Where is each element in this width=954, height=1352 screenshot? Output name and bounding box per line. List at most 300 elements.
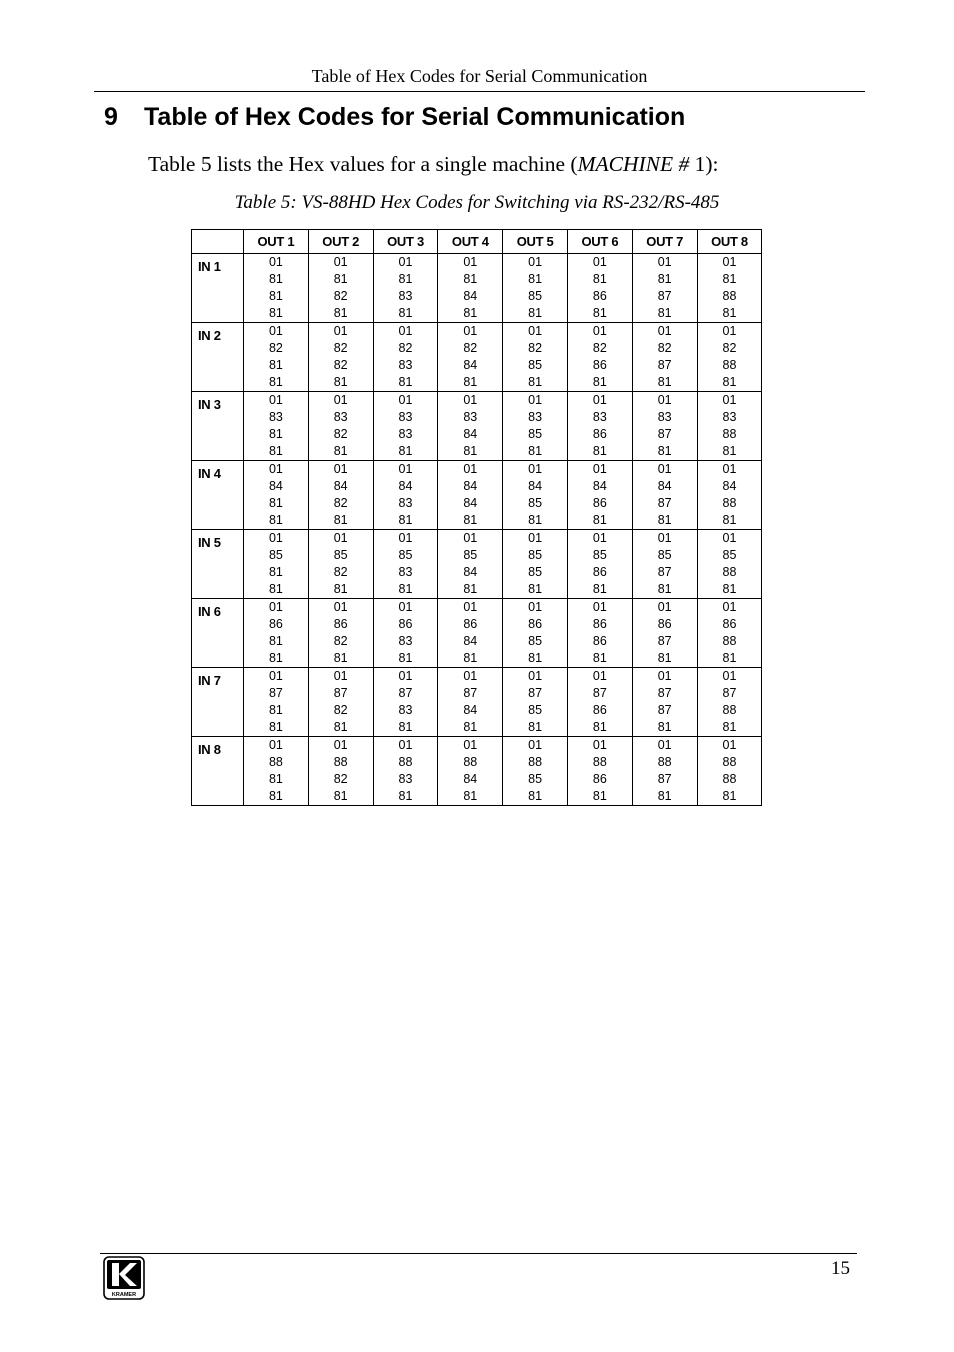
- hex-code-cell: [373, 461, 438, 530]
- hex-byte: 88: [722, 772, 737, 786]
- hex-byte: 85: [722, 548, 737, 562]
- hex-byte: 01: [398, 324, 413, 338]
- hex-byte: 87: [657, 686, 672, 700]
- hex-code-cell: [438, 599, 503, 668]
- hex-byte: 87: [657, 496, 672, 510]
- hex-byte: 81: [463, 306, 478, 320]
- hex-byte: 01: [463, 462, 478, 476]
- hex-code-cell: [632, 254, 697, 323]
- hex-byte: 81: [398, 789, 413, 803]
- hex-byte: 88: [722, 496, 737, 510]
- hex-byte: 01: [722, 738, 737, 752]
- hex-byte: 84: [268, 479, 283, 493]
- hex-byte: 01: [592, 324, 607, 338]
- hex-code-cell: [308, 599, 373, 668]
- hex-byte: 01: [592, 738, 607, 752]
- hex-byte: 81: [463, 375, 478, 389]
- hex-byte: 85: [528, 634, 543, 648]
- hex-byte: 01: [268, 255, 283, 269]
- table-row: [192, 461, 762, 530]
- hex-code-cell: [373, 530, 438, 599]
- hex-code-cell: [697, 392, 762, 461]
- hex-byte: 01: [592, 531, 607, 545]
- column-header: OUT 2: [308, 230, 373, 254]
- hex-byte: 82: [722, 341, 737, 355]
- hex-byte: 87: [657, 634, 672, 648]
- hex-byte: 84: [333, 479, 348, 493]
- hex-byte: 86: [592, 496, 607, 510]
- hex-byte: 81: [333, 582, 348, 596]
- hex-byte: 81: [722, 720, 737, 734]
- hex-byte: 84: [463, 427, 478, 441]
- hex-byte: 01: [333, 738, 348, 752]
- hex-code-cell: [697, 599, 762, 668]
- hex-byte: 81: [528, 444, 543, 458]
- hex-byte: 85: [528, 703, 543, 717]
- hex-byte: 01: [528, 531, 543, 545]
- hex-byte: 81: [333, 306, 348, 320]
- hex-byte: 83: [398, 565, 413, 579]
- hex-byte: 01: [592, 255, 607, 269]
- hex-byte: 88: [657, 755, 672, 769]
- hex-byte: 82: [268, 341, 283, 355]
- hex-code-cell: [308, 530, 373, 599]
- hex-byte: 86: [592, 634, 607, 648]
- hex-byte: 81: [398, 651, 413, 665]
- hex-byte: 81: [528, 582, 543, 596]
- hex-code-cell: [697, 461, 762, 530]
- hex-byte: 01: [398, 255, 413, 269]
- hex-byte: 81: [592, 651, 607, 665]
- hex-code-cell: [373, 599, 438, 668]
- hex-byte: 81: [333, 720, 348, 734]
- hex-byte: 85: [528, 289, 543, 303]
- hex-byte: 81: [657, 306, 672, 320]
- hex-byte: 83: [268, 410, 283, 424]
- hex-byte: 81: [268, 772, 283, 786]
- hex-byte: 01: [722, 255, 737, 269]
- hex-byte: 81: [268, 513, 283, 527]
- hex-byte: 86: [592, 289, 607, 303]
- hex-byte: 84: [722, 479, 737, 493]
- hex-byte: 81: [333, 651, 348, 665]
- section-number: 9: [104, 103, 118, 131]
- hex-byte: 86: [722, 617, 737, 631]
- hex-byte: 01: [722, 531, 737, 545]
- hex-byte: 01: [657, 531, 672, 545]
- hex-byte: 87: [657, 289, 672, 303]
- hex-byte: 01: [463, 255, 478, 269]
- hex-byte: 01: [398, 393, 413, 407]
- hex-byte: 81: [268, 703, 283, 717]
- hex-byte: 85: [528, 565, 543, 579]
- hex-code-cell: [632, 599, 697, 668]
- hex-byte: 88: [463, 755, 478, 769]
- hex-code-cell: [244, 323, 309, 392]
- hex-code-cell: [697, 530, 762, 599]
- hex-byte: 87: [592, 686, 607, 700]
- hex-code-cell: [697, 254, 762, 323]
- hex-byte: 81: [398, 444, 413, 458]
- column-header: OUT 5: [503, 230, 568, 254]
- column-header: OUT 4: [438, 230, 503, 254]
- hex-byte: 88: [722, 565, 737, 579]
- hex-byte: 81: [398, 272, 413, 286]
- hex-code-cell: [567, 599, 632, 668]
- hex-byte: 86: [592, 617, 607, 631]
- table-caption: Table 5: VS-88HD Hex Codes for Switching via RS-232/RS-485: [234, 192, 720, 213]
- hex-byte: 83: [398, 634, 413, 648]
- hex-byte: 84: [398, 479, 413, 493]
- hex-byte: 81: [592, 375, 607, 389]
- row-header: IN 5: [192, 530, 244, 599]
- corner-cell: [192, 230, 244, 254]
- hex-byte: 01: [268, 324, 283, 338]
- hex-byte: 81: [657, 444, 672, 458]
- hex-byte: 01: [657, 393, 672, 407]
- hex-byte: 83: [398, 703, 413, 717]
- hex-byte: 85: [268, 548, 283, 562]
- hex-byte: 84: [463, 289, 478, 303]
- hex-code-cell: [244, 668, 309, 737]
- hex-byte: 88: [722, 634, 737, 648]
- hex-byte: 81: [592, 789, 607, 803]
- hex-code-cell: [373, 737, 438, 806]
- hex-code-cell: [503, 254, 568, 323]
- hex-code-cell: [438, 530, 503, 599]
- section-title-text: Table of Hex Codes for Serial Communication: [144, 103, 686, 131]
- hex-byte: 01: [592, 669, 607, 683]
- hex-byte: 01: [528, 255, 543, 269]
- hex-byte: 83: [722, 410, 737, 424]
- hex-byte: 81: [528, 272, 543, 286]
- hex-byte: 81: [268, 375, 283, 389]
- hex-code-cell: [697, 737, 762, 806]
- hex-byte: 82: [463, 341, 478, 355]
- hex-byte: 81: [592, 272, 607, 286]
- hex-byte: 88: [722, 755, 737, 769]
- row-header: IN 2: [192, 323, 244, 392]
- hex-byte: 87: [657, 427, 672, 441]
- hex-byte: 83: [528, 410, 543, 424]
- hex-byte: 86: [333, 617, 348, 631]
- hex-byte: 86: [592, 703, 607, 717]
- hex-byte: 01: [398, 531, 413, 545]
- hex-byte: 81: [463, 789, 478, 803]
- hex-byte: 01: [722, 393, 737, 407]
- column-header: OUT 1: [244, 230, 309, 254]
- hex-byte: 84: [463, 479, 478, 493]
- hex-code-cell: [503, 530, 568, 599]
- hex-byte: 85: [528, 548, 543, 562]
- hex-code-cell: [308, 461, 373, 530]
- hex-byte: 81: [268, 634, 283, 648]
- hex-byte: 84: [463, 358, 478, 372]
- hex-byte: 01: [528, 324, 543, 338]
- hex-codes-table: [191, 229, 762, 806]
- kramer-logo-icon: [103, 1256, 145, 1300]
- hex-byte: 87: [657, 358, 672, 372]
- hex-byte: 01: [268, 600, 283, 614]
- hex-byte: 01: [333, 669, 348, 683]
- hex-byte: 86: [592, 358, 607, 372]
- hex-code-cell: [244, 599, 309, 668]
- hex-byte: 81: [657, 720, 672, 734]
- hex-code-cell: [244, 254, 309, 323]
- hex-byte: 81: [463, 272, 478, 286]
- hex-byte: 81: [657, 513, 672, 527]
- table-row: [192, 668, 762, 737]
- hex-byte: 81: [268, 306, 283, 320]
- hex-byte: 81: [268, 358, 283, 372]
- hex-byte: 01: [333, 324, 348, 338]
- hex-byte: 01: [463, 531, 478, 545]
- hex-byte: 81: [657, 375, 672, 389]
- hex-code-cell: [373, 254, 438, 323]
- hex-byte: 01: [722, 324, 737, 338]
- row-header: IN 3: [192, 392, 244, 461]
- hex-byte: 01: [333, 531, 348, 545]
- hex-byte: 81: [268, 272, 283, 286]
- hex-byte: 01: [463, 669, 478, 683]
- column-header: OUT 7: [632, 230, 697, 254]
- hex-byte: 88: [398, 755, 413, 769]
- table-row: [192, 392, 762, 461]
- hex-byte: 81: [463, 651, 478, 665]
- hex-byte: 01: [398, 669, 413, 683]
- hex-byte: 01: [657, 462, 672, 476]
- hex-byte: 81: [398, 375, 413, 389]
- hex-byte: 81: [722, 789, 737, 803]
- hex-byte: 81: [528, 789, 543, 803]
- hex-byte: 82: [333, 427, 348, 441]
- hex-byte: 86: [268, 617, 283, 631]
- hex-code-cell: [632, 323, 697, 392]
- hex-byte: 84: [463, 703, 478, 717]
- hex-byte: 83: [333, 410, 348, 424]
- hex-code-cell: [567, 323, 632, 392]
- hex-byte: 01: [592, 462, 607, 476]
- hex-byte: 83: [398, 410, 413, 424]
- hex-byte: 81: [268, 720, 283, 734]
- table-row: [192, 323, 762, 392]
- hex-byte: 01: [268, 669, 283, 683]
- hex-byte: 84: [592, 479, 607, 493]
- hex-byte: 83: [657, 410, 672, 424]
- hex-byte: 81: [463, 513, 478, 527]
- hex-code-cell: [503, 392, 568, 461]
- hex-byte: 81: [333, 444, 348, 458]
- hex-byte: 01: [528, 738, 543, 752]
- hex-byte: 88: [722, 427, 737, 441]
- hex-byte: 01: [463, 393, 478, 407]
- hex-byte: 81: [268, 444, 283, 458]
- hex-byte: 87: [722, 686, 737, 700]
- hex-byte: 85: [528, 496, 543, 510]
- hex-byte: 83: [463, 410, 478, 424]
- row-header: IN 6: [192, 599, 244, 668]
- hex-byte: 88: [333, 755, 348, 769]
- hex-byte: 87: [657, 565, 672, 579]
- hex-byte: 86: [657, 617, 672, 631]
- hex-byte: 86: [463, 617, 478, 631]
- hex-byte: 01: [722, 462, 737, 476]
- hex-byte: 82: [528, 341, 543, 355]
- hex-byte: 81: [528, 513, 543, 527]
- hex-code-cell: [308, 392, 373, 461]
- hex-byte: 81: [592, 513, 607, 527]
- hex-byte: 81: [592, 306, 607, 320]
- hex-byte: 01: [528, 669, 543, 683]
- hex-code-cell: [438, 461, 503, 530]
- hex-byte: 84: [463, 565, 478, 579]
- hex-byte: 82: [398, 341, 413, 355]
- hex-byte: 01: [528, 600, 543, 614]
- hex-byte: 01: [333, 600, 348, 614]
- hex-byte: 82: [333, 565, 348, 579]
- table-row: [192, 599, 762, 668]
- hex-byte: 82: [333, 634, 348, 648]
- hex-byte: 01: [528, 393, 543, 407]
- hex-byte: 86: [592, 427, 607, 441]
- row-header: IN 8: [192, 737, 244, 806]
- hex-byte: 88: [592, 755, 607, 769]
- hex-byte: 85: [528, 772, 543, 786]
- hex-code-cell: [503, 599, 568, 668]
- hex-byte: 84: [463, 496, 478, 510]
- hex-byte: 82: [333, 703, 348, 717]
- hex-byte: 87: [333, 686, 348, 700]
- hex-byte: 87: [657, 772, 672, 786]
- hex-code-cell: [438, 668, 503, 737]
- hex-byte: 85: [398, 548, 413, 562]
- hex-byte: 85: [657, 548, 672, 562]
- hex-byte: 81: [722, 444, 737, 458]
- hex-code-cell: [308, 254, 373, 323]
- hex-byte: 01: [657, 669, 672, 683]
- hex-byte: 85: [333, 548, 348, 562]
- hex-byte: 01: [333, 393, 348, 407]
- hex-byte: 01: [463, 600, 478, 614]
- hex-byte: 83: [398, 427, 413, 441]
- hex-code-cell: [438, 323, 503, 392]
- hex-byte: 85: [463, 548, 478, 562]
- hex-byte: 81: [398, 306, 413, 320]
- intro-text-after: 1):: [689, 152, 719, 176]
- section-title: [104, 100, 685, 134]
- hex-code-cell: [308, 737, 373, 806]
- hex-code-cell: [438, 254, 503, 323]
- table-row: [192, 530, 762, 599]
- hex-code-cell: [567, 254, 632, 323]
- table-row: [192, 254, 762, 323]
- row-header: IN 1: [192, 254, 244, 323]
- hex-byte: 84: [528, 479, 543, 493]
- hex-code-cell: [503, 323, 568, 392]
- hex-byte: 83: [398, 358, 413, 372]
- hex-byte: 82: [657, 341, 672, 355]
- hex-code-cell: [244, 461, 309, 530]
- hex-byte: 84: [657, 479, 672, 493]
- hex-byte: 01: [722, 600, 737, 614]
- hex-byte: 88: [722, 289, 737, 303]
- hex-byte: 01: [657, 255, 672, 269]
- hex-code-cell: [244, 737, 309, 806]
- hex-byte: 81: [398, 513, 413, 527]
- intro-text-emphasis: MACHINE #: [577, 152, 690, 176]
- hex-byte: 81: [657, 651, 672, 665]
- hex-code-cell: [438, 392, 503, 461]
- hex-byte: 81: [657, 582, 672, 596]
- hex-byte: 81: [722, 582, 737, 596]
- hex-byte: 88: [722, 358, 737, 372]
- hex-code-cell: [244, 530, 309, 599]
- hex-byte: 81: [722, 306, 737, 320]
- hex-byte: 82: [333, 341, 348, 355]
- table-header-row: [192, 230, 762, 254]
- hex-byte: 81: [722, 651, 737, 665]
- hex-code-cell: [632, 737, 697, 806]
- hex-byte: 81: [528, 306, 543, 320]
- hex-byte: 86: [592, 565, 607, 579]
- hex-byte: 83: [592, 410, 607, 424]
- hex-code-cell: [567, 530, 632, 599]
- hex-byte: 82: [592, 341, 607, 355]
- hex-byte: 81: [463, 582, 478, 596]
- hex-byte: 81: [463, 444, 478, 458]
- hex-byte: 83: [398, 289, 413, 303]
- hex-byte: 01: [657, 324, 672, 338]
- hex-byte: 01: [268, 531, 283, 545]
- hex-byte: 87: [657, 703, 672, 717]
- hex-byte: 81: [463, 720, 478, 734]
- hex-byte: 84: [463, 634, 478, 648]
- hex-byte: 81: [528, 375, 543, 389]
- hex-byte: 81: [268, 789, 283, 803]
- hex-byte: 01: [268, 462, 283, 476]
- hex-code-cell: [567, 461, 632, 530]
- row-header: IN 7: [192, 668, 244, 737]
- hex-byte: 81: [398, 582, 413, 596]
- hex-byte: 01: [657, 600, 672, 614]
- hex-code-cell: [632, 461, 697, 530]
- hex-byte: 81: [398, 720, 413, 734]
- hex-byte: 01: [528, 462, 543, 476]
- hex-byte: 88: [722, 703, 737, 717]
- hex-code-cell: [503, 668, 568, 737]
- hex-code-cell: [373, 668, 438, 737]
- hex-code-cell: [244, 392, 309, 461]
- hex-byte: 83: [398, 496, 413, 510]
- hex-byte: 81: [657, 789, 672, 803]
- intro-text-before: Table 5 lists the Hex values for a single machine (: [148, 152, 578, 176]
- hex-byte: 84: [463, 772, 478, 786]
- hex-byte: 01: [268, 738, 283, 752]
- hex-byte: 01: [398, 600, 413, 614]
- hex-byte: 87: [398, 686, 413, 700]
- column-header: OUT 3: [373, 230, 438, 254]
- hex-byte: 81: [722, 272, 737, 286]
- hex-code-cell: [308, 668, 373, 737]
- hex-code-cell: [632, 668, 697, 737]
- hex-byte: 01: [592, 393, 607, 407]
- table-body: [192, 254, 762, 806]
- hex-code-cell: [438, 737, 503, 806]
- page-number: 15: [831, 1258, 850, 1279]
- hex-code-cell: [373, 323, 438, 392]
- hex-byte: 81: [592, 582, 607, 596]
- hex-byte: 82: [333, 358, 348, 372]
